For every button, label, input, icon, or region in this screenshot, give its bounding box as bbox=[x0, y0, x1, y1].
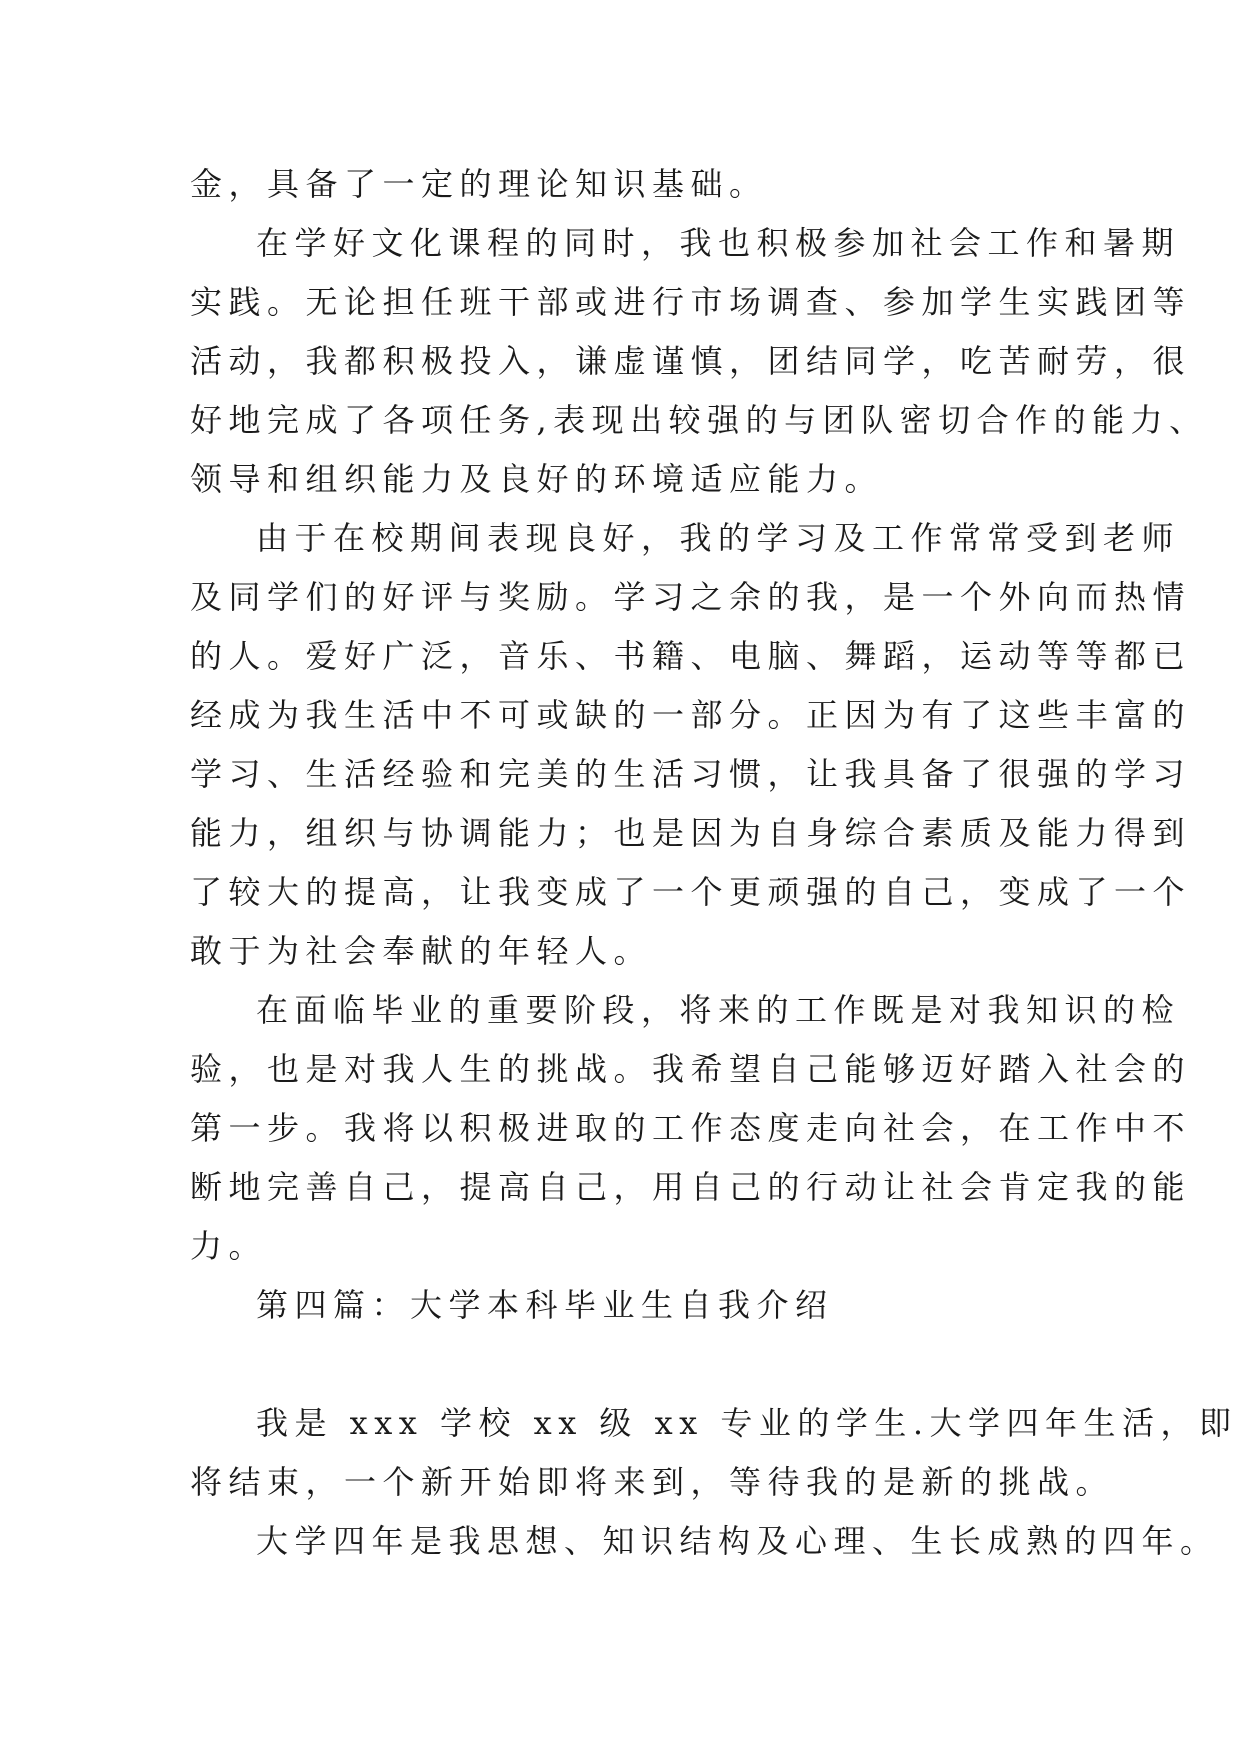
text-line: 大学四年是我思想、知识结构及心理、生长成熟的四年。 bbox=[256, 1522, 1219, 1560]
text-line: 敢于为社会奉献的年轻人。 bbox=[190, 932, 653, 970]
text-line: 将结束，一个新开始即将来到，等待我的是新的挑战。 bbox=[190, 1463, 1115, 1501]
text-line: 力。 bbox=[190, 1227, 268, 1265]
text-line: 及同学们的好评与奖励。学习之余的我，是一个外向而热情 bbox=[190, 578, 1192, 616]
text-line: 由于在校期间表现良好，我的学习及工作常常受到老师 bbox=[256, 519, 1181, 557]
text-line: 金，具备了一定的理论知识基础。 bbox=[190, 165, 768, 203]
text-line: 第一步。我将以积极进取的工作态度走向社会，在工作中不 bbox=[190, 1109, 1192, 1147]
text-line: 活动，我都积极投入，谦虚谨慎，团结同学，吃苦耐劳，很 bbox=[190, 342, 1192, 380]
text-line: 经成为我生活中不可或缺的一部分。正因为有了这些丰富的 bbox=[190, 696, 1192, 734]
text-line: 验，也是对我人生的挑战。我希望自己能够迈好踏入社会的 bbox=[190, 1050, 1192, 1088]
text-line: 实践。无论担任班干部或进行市场调查、参加学生实践团等 bbox=[190, 283, 1192, 321]
text-line: 断地完善自己，提高自己，用自己的行动让社会肯定我的能 bbox=[190, 1168, 1192, 1206]
text-line: 的人。爱好广泛，音乐、书籍、电脑、舞蹈，运动等等都已 bbox=[190, 637, 1192, 675]
text-line: 学习、生活经验和完美的生活习惯，让我具备了很强的学习 bbox=[190, 755, 1192, 793]
text-line: 我是 xxx 学校 xx 级 xx 专业的学生.大学四年生活，即 bbox=[256, 1404, 1238, 1442]
text-line: 在学好文化课程的同时，我也积极参加社会工作和暑期 bbox=[256, 224, 1181, 262]
document-page bbox=[190, 155, 1238, 1571]
text-line: 能力，组织与协调能力；也是因为自身综合素质及能力得到 bbox=[190, 814, 1192, 852]
text-line: 好地完成了各项任务,表现出较强的与团队密切合作的能力、 bbox=[190, 401, 1208, 439]
blank-line bbox=[190, 1335, 1050, 1394]
text-line: 了较大的提高，让我变成了一个更顽强的自己，变成了一个 bbox=[190, 873, 1192, 911]
text-line: 在面临毕业的重要阶段，将来的工作既是对我知识的检 bbox=[256, 991, 1181, 1029]
section-heading: 第四篇：大学本科毕业生自我介绍 bbox=[256, 1286, 834, 1324]
text-line: 领导和组织能力及良好的环境适应能力。 bbox=[190, 460, 884, 498]
